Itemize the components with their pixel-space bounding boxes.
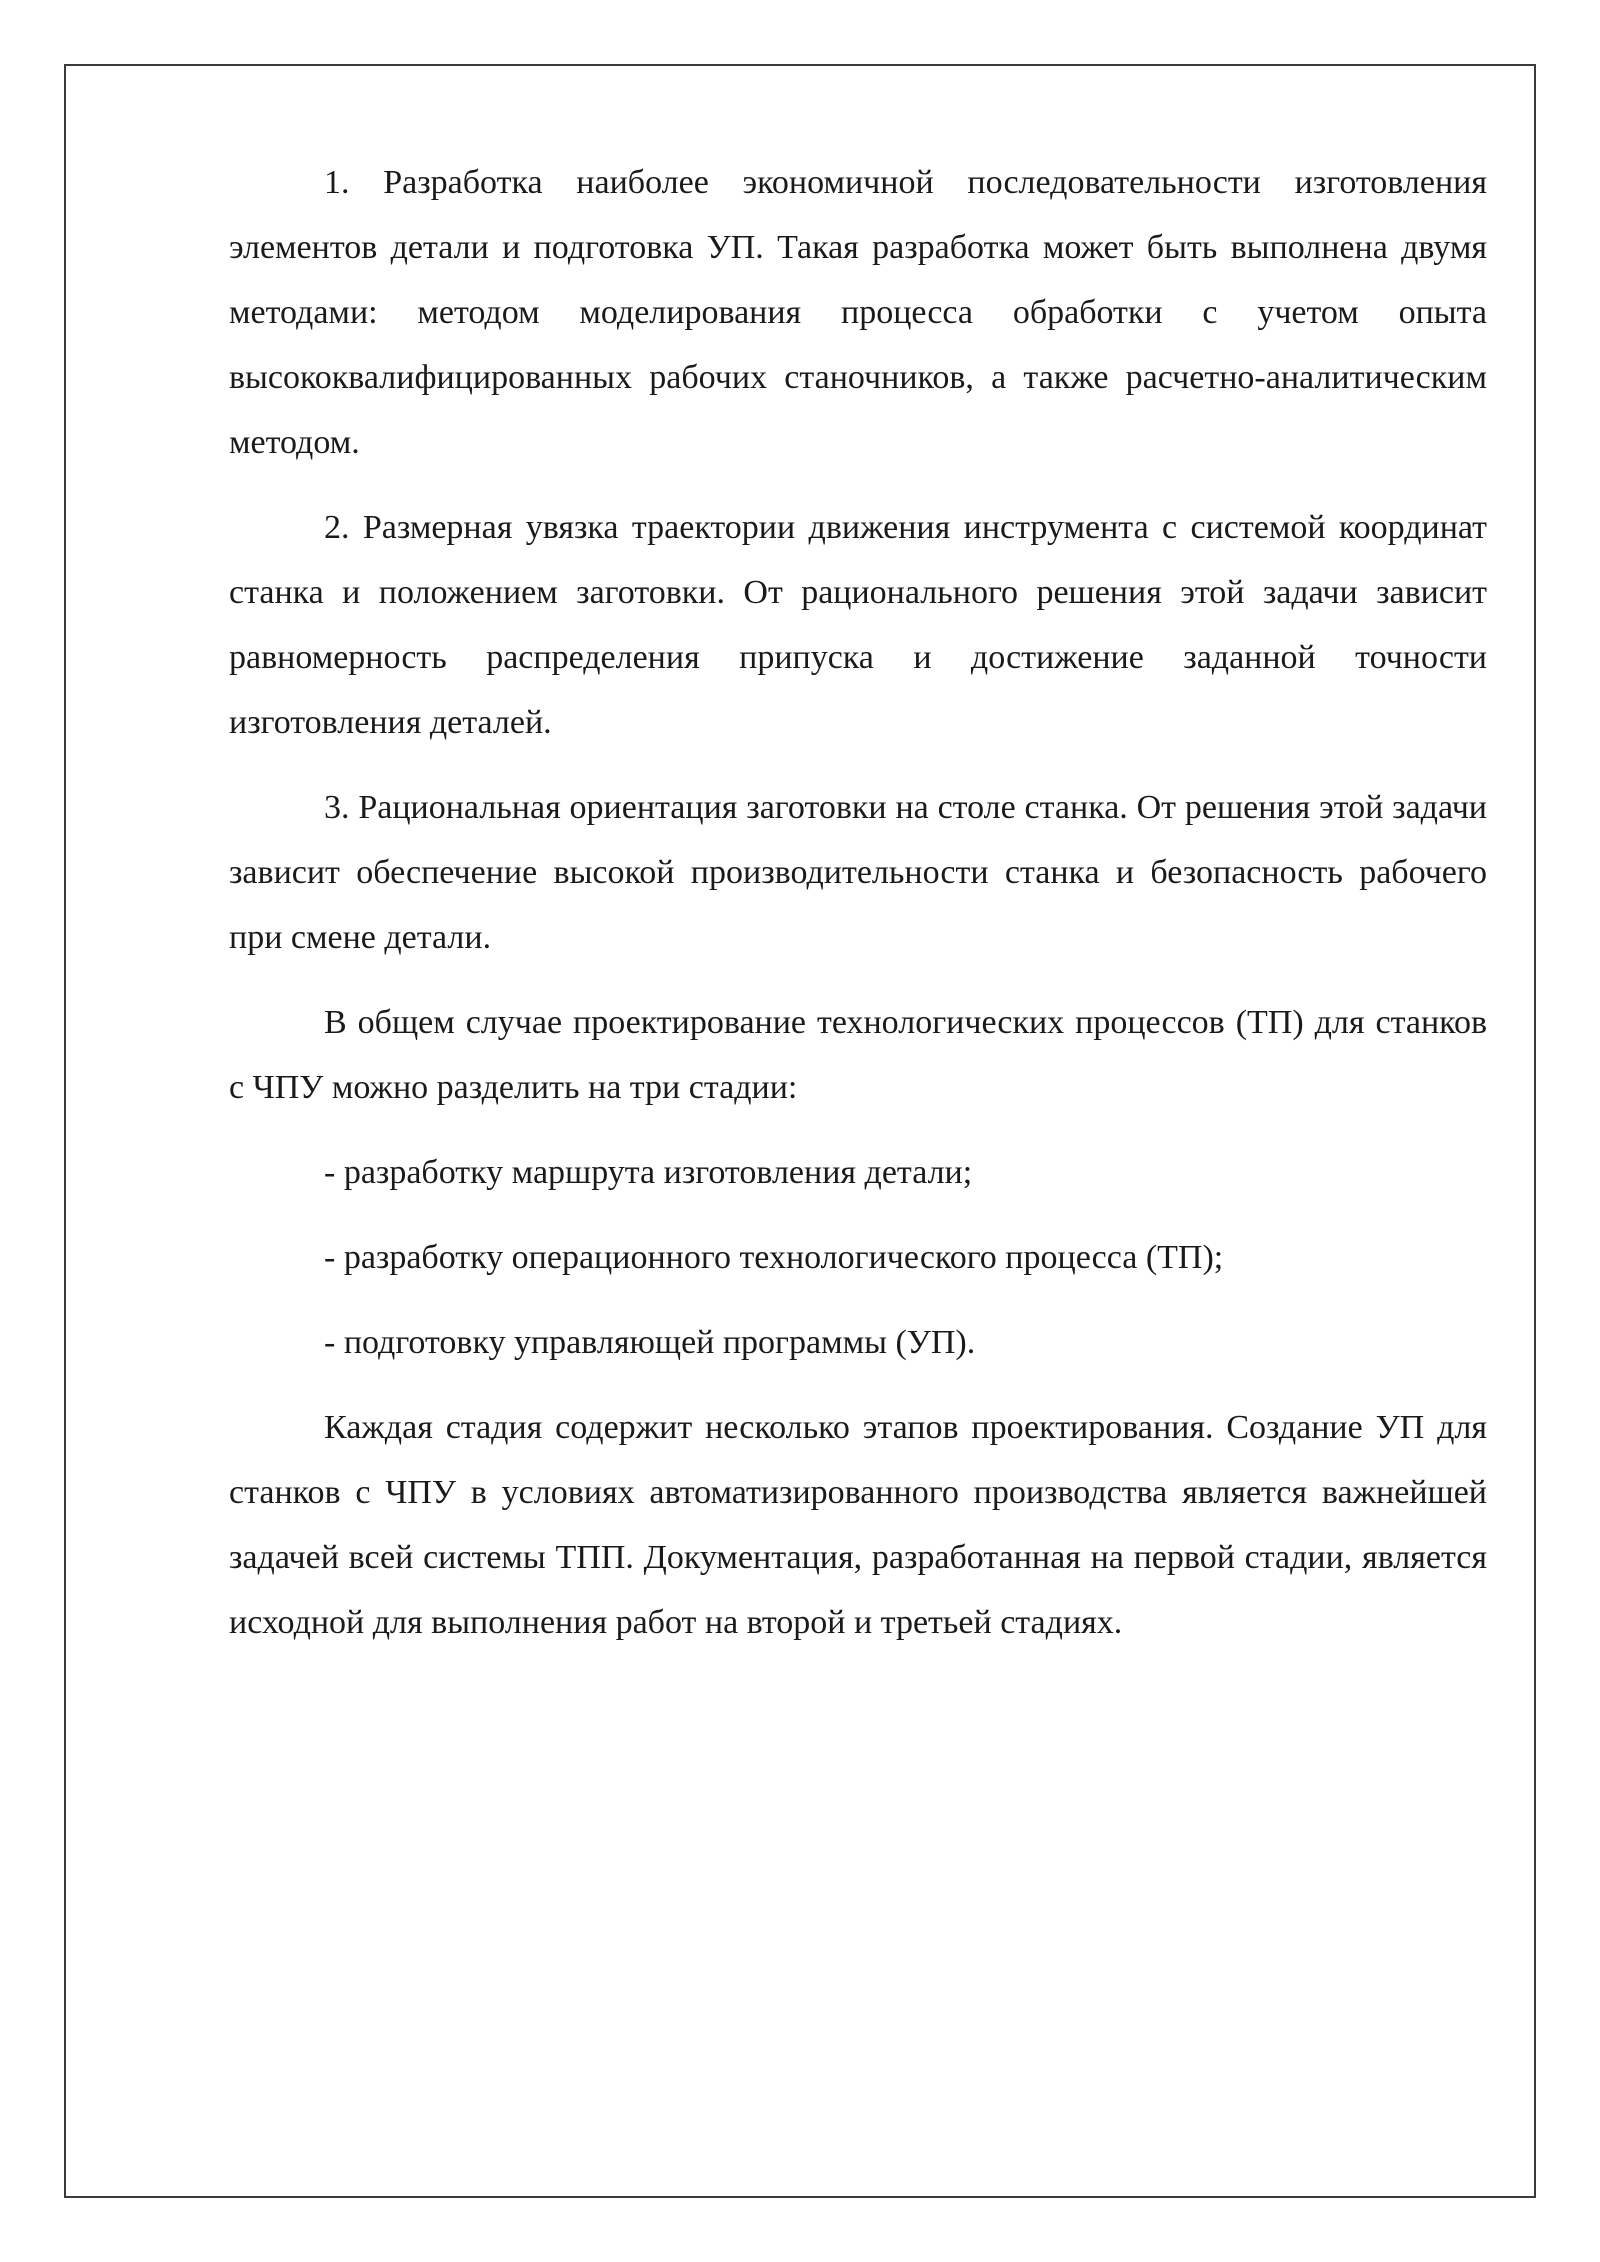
paragraph-item-2: 2. Размерная увязка траектории движения инструмента с системой координат станка и положением заготовки. От рационального решения этой задачи зависит равномерность распределения припуска и достижение заданной точности изготовления деталей. — [229, 509, 1487, 741]
paragraph-item-1: 1. Разработка наиболее экономичной последовательности изготовления элементов детали и подготовка УП. Такая разработка может быть выполнена двумя методами: методом моделирования процесса обработки с учетом опыта высококвалифицированных рабочих станочников, а также расчетно-аналитическим методом. — [229, 164, 1487, 461]
paragraph-stages-intro: В общем случае проектирование технологических процессов (ТП) для станков с ЧПУ можно разделить на три стадии: — [229, 1004, 1487, 1106]
paragraph-conclusion: Каждая стадия содержит несколько этапов проектирования. Создание УП для станков с ЧПУ в условиях автоматизированного производства является важнейшей задачей всей системы ТПП. Документация, разработанная на первой стадии, является исходной для выполнения работ на второй и третьей стадиях. — [229, 1409, 1487, 1641]
document-body — [229, 150, 1487, 1675]
list-item-route: - разработку маршрута изготовления детали; — [324, 1154, 973, 1191]
list-item-control-program: - подготовку управляющей программы (УП). — [324, 1324, 976, 1361]
paragraph-item-3: 3. Рациональная ориентация заготовки на столе станка. От решения этой задачи зависит обеспечение высокой производительности станка и безопасность рабочего при смене детали. — [229, 789, 1487, 956]
list-item-operational-process: - разработку операционного технологического процесса (ТП); — [324, 1239, 1224, 1276]
